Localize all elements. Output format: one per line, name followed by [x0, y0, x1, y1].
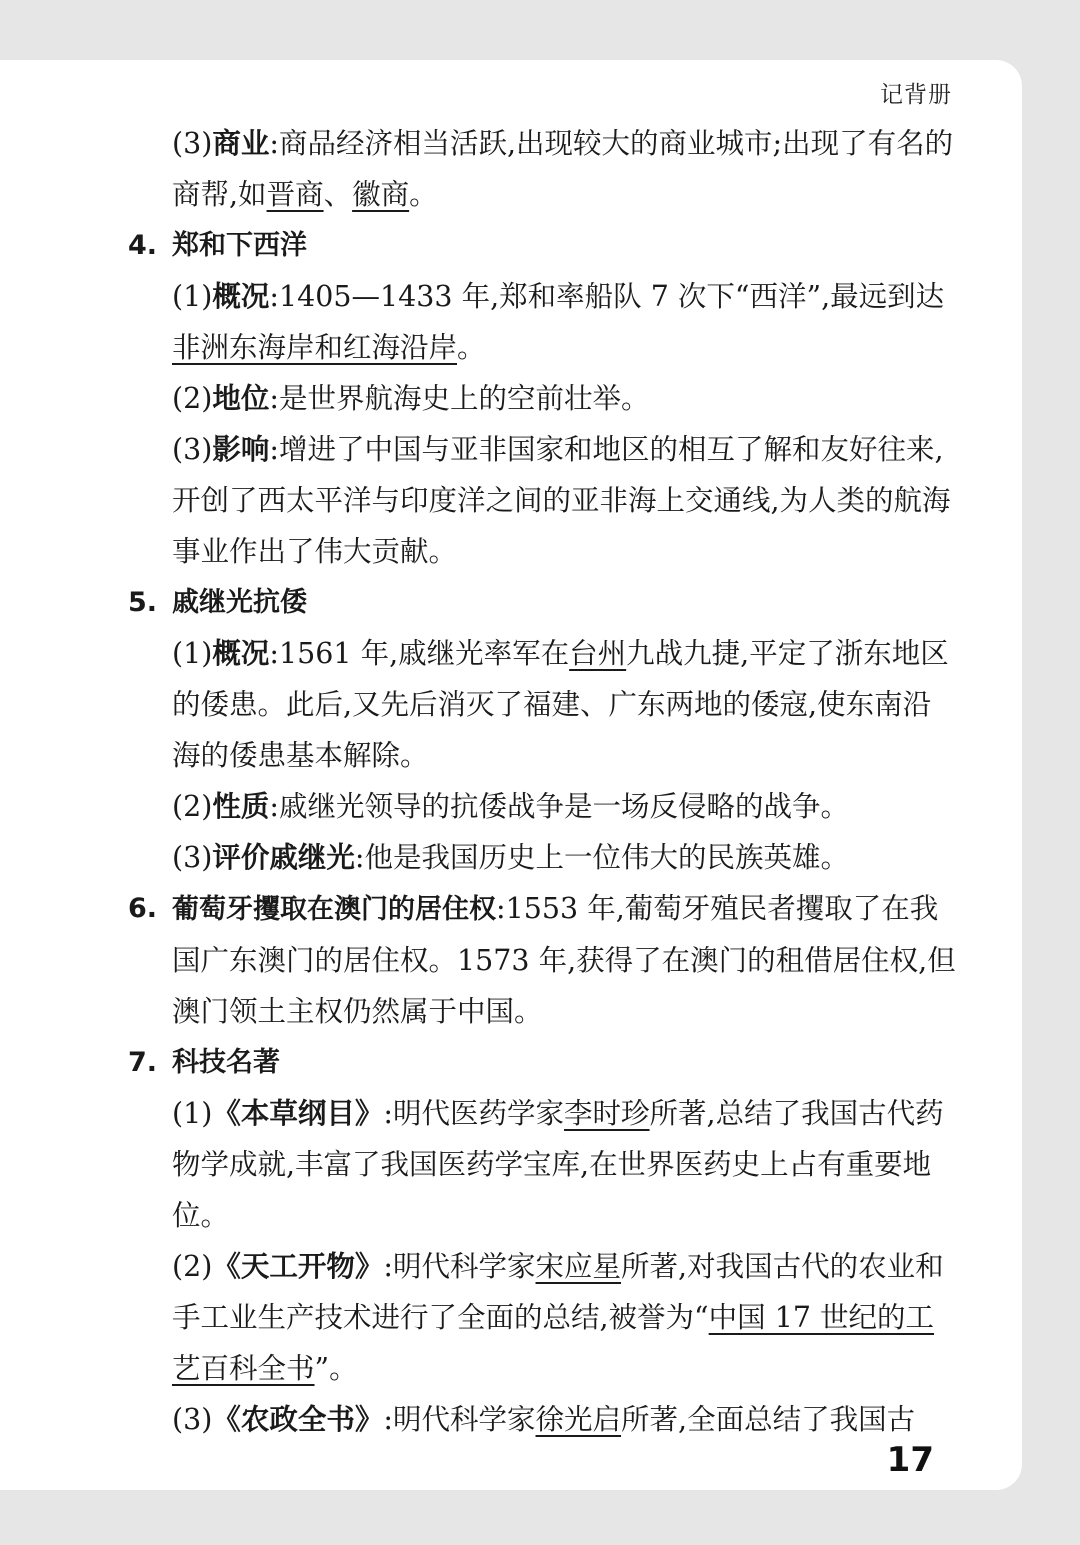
item-keyword: 商业 [212, 127, 270, 160]
section-qi-jiguang [128, 577, 958, 628]
section-number: 6. [128, 893, 158, 924]
section-macau: 6. 葡萄牙攫取在澳门的居住权:1553 年,葡萄牙殖民者攫取了在我国广东澳门的居住权。1573 年,获得了在澳门的租借居住权,但澳门领土主权仍然属于中国。 [128, 883, 958, 1037]
section-zheng-he [128, 220, 958, 271]
list-item: (1)概况:1405—1433 年,郑和率船队 7 次下“西洋”,最远到达非洲东海岸和红海沿岸。 [172, 280, 945, 364]
underlined-term: 徐光启 [535, 1403, 622, 1436]
section-number: 5. [128, 587, 158, 618]
section-title: 葡萄牙攫取在澳门的居住权 [172, 894, 496, 925]
underlined-term: 李时珍 [564, 1097, 650, 1130]
book-tag: 记背册 [880, 82, 952, 108]
document-page [0, 60, 1022, 1490]
item-keyword: 概况 [212, 280, 270, 313]
list-item: (2)性质:戚继光领导的抗倭战争是一场反侵略的战争。 [172, 790, 850, 823]
list-item: (3)《农政全书》:明代科学家徐光启所著,全面总结了我国古 [172, 1403, 916, 1436]
item-keyword: 概况 [212, 637, 270, 670]
list-item: (2)地位:是世界航海史上的空前壮举。 [172, 382, 650, 415]
item-keyword: 《天工开物》 [212, 1250, 384, 1283]
section-science-classics [128, 1037, 958, 1088]
underlined-term: 晋商 [266, 178, 324, 211]
item-keyword: 影响 [212, 433, 270, 466]
item-keyword: 性质 [212, 790, 270, 823]
page-number: 17 [886, 1440, 934, 1480]
underlined-term: 非洲东海岸和红海沿岸 [172, 331, 458, 364]
list-item: (3)评价戚继光:他是我国历史上一位伟大的民族英雄。 [172, 841, 850, 874]
section-number: 7. [128, 1047, 158, 1078]
section-title: 戚继光抗倭 [172, 587, 307, 618]
item-keyword: 《本草纲目》 [212, 1097, 384, 1130]
underlined-term: 台州 [569, 637, 627, 670]
item-keyword: 地位 [212, 382, 270, 415]
commerce-item: (3)商业:商品经济相当活跃,出现较大的商业城市;出现了有名的商帮,如晋商、徽商。 [172, 127, 954, 211]
underlined-term: 宋应星 [535, 1250, 622, 1283]
underlined-term: 徽商 [352, 178, 410, 211]
section-title: 郑和下西洋 [172, 230, 307, 261]
list-item: (2)《天工开物》:明代科学家宋应星所著,对我国古代的农业和手工业生产技术进行了全面的总结,被誉为“中国 17 世纪的工艺百科全书”。 [172, 1250, 944, 1385]
list-item: (1)《本草纲目》:明代医药学家李时珍所著,总结了我国古代药物学成就,丰富了我国医药学宝库,在世界医药史上占有重要地位。 [172, 1097, 944, 1232]
underlined-term: 中国 17 世纪的工艺百科全书 [172, 1301, 935, 1385]
list-item: (3)影响:增进了中国与亚非国家和地区的相互了解和友好往来,开创了西太平洋与印度洋之间的亚非海上交通线,为人类的航海事业作出了伟大贡献。 [172, 433, 951, 568]
section-title: 科技名著 [172, 1047, 280, 1078]
list-item: (1)概况:1561 年,戚继光率军在台州九战九捷,平定了浙东地区的倭患。此后,又先后消灭了福建、广东两地的倭寇,使东南沿海的倭患基本解除。 [172, 637, 949, 772]
item-keyword: 《农政全书》 [212, 1403, 384, 1436]
page-content [128, 118, 958, 1445]
section-number: 4. [128, 230, 158, 261]
item-keyword: 评价戚继光 [212, 841, 355, 874]
